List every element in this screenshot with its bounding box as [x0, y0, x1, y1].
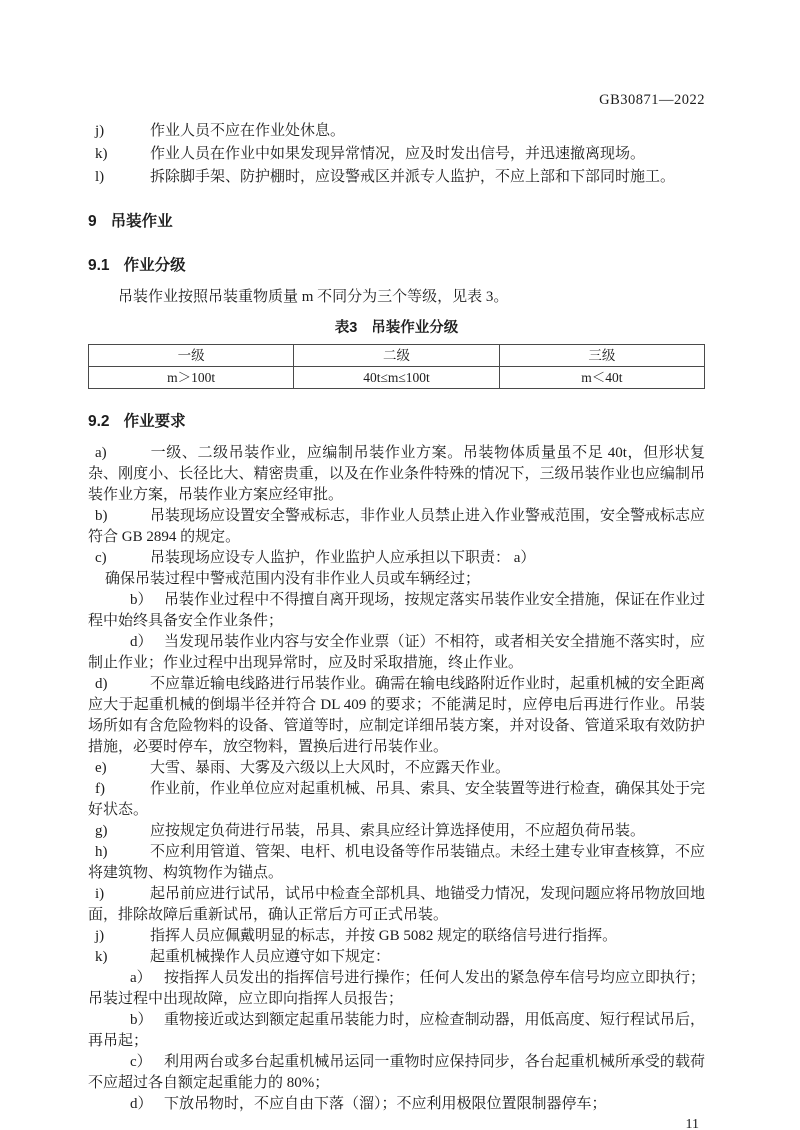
item-text: 起吊前应进行试吊，试吊中检查全部机具、地锚受力情况，发现问题应将吊物放回地面，排除故障后重新试吊，确认正常后方可正式吊装。 [88, 886, 706, 923]
list-item [88, 506, 705, 548]
item-label: b） [130, 1012, 153, 1028]
section-9-2-heading [88, 411, 705, 433]
item-label: e) [95, 760, 107, 776]
table-caption-label: 表3 [334, 320, 358, 336]
item-text: 指挥人员应佩戴明显的标志，并按 GB 5082 规定的联络信号进行指挥。 [150, 928, 618, 944]
item-label: k) [95, 949, 108, 965]
items-9-2-list [88, 443, 705, 1115]
item-label: a) [95, 445, 107, 461]
item-label: d） [130, 1096, 153, 1112]
table-cell: m＜40t [499, 367, 704, 389]
page-number: 11 [685, 1117, 699, 1130]
section-title: 吊装作业 [110, 213, 173, 230]
item-label: d） [130, 634, 153, 650]
item-text: 起重机械操作人员应遵守如下规定： [150, 949, 391, 965]
item-label: c) [95, 550, 107, 566]
item-text: 利用两台或多台起重机械吊运同一重物时应保持同步，各台起重机械所承受的载荷不应超过各自额定起重能力的 80%； [88, 1054, 705, 1091]
item-label: a） [130, 970, 152, 986]
item-text: 确保吊装过程中警戒范围内没有非作业人员或车辆经过； [105, 571, 481, 587]
table-3-caption [88, 318, 705, 338]
item-text: 拆除脚手架、防护棚时，应设警戒区并派专人监护，不应上部和下部同时施工。 [150, 169, 676, 185]
list-item [88, 548, 705, 569]
list-item [88, 166, 705, 189]
section-number: 9.2 [88, 413, 110, 430]
table-header-cell: 一级 [89, 345, 294, 367]
item-text: 吊装现场应设专人监护，作业监护人应承担以下职责： a） [150, 550, 536, 566]
list-item [88, 443, 705, 506]
sub-item [88, 632, 705, 674]
table-header-cell: 三级 [499, 345, 704, 367]
section-number: 9 [88, 213, 97, 230]
list-item [88, 779, 705, 821]
list-item [88, 947, 705, 968]
item-label: b) [95, 508, 108, 524]
sub-item [88, 590, 705, 632]
item-label: i) [95, 886, 105, 902]
list-item [88, 120, 705, 143]
item-text: 作业前，作业单位应对起重机械、吊具、索具、安全装置等进行检查，确保其处于完好状态。 [88, 781, 706, 818]
sub-item [88, 569, 705, 590]
item-text: 吊装作业过程中不得擅自离开现场，按规定落实吊装作业安全措施，保证在作业过程中始终具备安全作业条件； [88, 592, 705, 629]
item-text: 不应利用管道、管架、电杆、机电设备等作吊装锚点。未经土建专业审查核算，不应将建筑物、构筑物作为锚点。 [88, 844, 706, 881]
section-9-1-heading [88, 255, 705, 277]
table-row [89, 345, 705, 367]
item-text: 作业人员在作业中如果发现异常情况，应及时发出信号，并迅速撤离现场。 [150, 146, 646, 162]
sub-item [88, 1094, 705, 1115]
item-text: 应按规定负荷进行吊装，吊具、索具应经计算选择使用，不应超负荷吊装。 [150, 823, 646, 839]
item-label: c） [130, 1054, 152, 1070]
item-text: 按指挥人员发出的指挥信号进行操作；任何人发出的紧急停车信号均应立即执行；吊装过程中出现故障，应立即向指挥人员报告； [88, 970, 705, 1007]
doc-code: GB30871—2022 [599, 92, 705, 108]
section-title: 作业要求 [123, 413, 186, 430]
item-text: 当发现吊装作业内容与安全作业票（证）不相符，或者相关安全措施不落实时，应制止作业；作业过程中出现异常时，应及时采取措施，终止作业。 [88, 634, 705, 671]
table-3 [88, 344, 705, 389]
list-item [88, 884, 705, 926]
table-cell: 40t≤m≤100t [294, 367, 499, 389]
item-text: 下放吊物时，不应自由下落（溜）；不应利用极限位置限制器停车； [164, 1096, 607, 1112]
item-label: g) [95, 823, 108, 839]
item-label: f) [95, 781, 105, 797]
item-text: 吊装现场应设置安全警戒标志，非作业人员禁止进入作业警戒范围，安全警戒标志应符合 GB 2894 的规定。 [88, 508, 706, 545]
item-label: k) [95, 146, 108, 162]
list-item [88, 758, 705, 779]
table-cell: m＞100t [89, 367, 294, 389]
item-label: d) [95, 676, 108, 692]
list-item [88, 143, 705, 166]
sub-item [88, 1010, 705, 1052]
list-item [88, 821, 705, 842]
item-text: 不应靠近输电线路进行吊装作业。确需在输电线路附近作业时，起重机械的安全距离应大于起重机械的倒塌半径并符合 DL 409 的要求；不能满足时，应停电后再进行作业。吊装场所如有含危险物料的设备、管道等时，应制定详细吊装方案，并对设备、管道采取有效防护措施，必要时停车，放空物料，置换后进行吊装作业。 [88, 676, 706, 755]
item-text: 重物接近或达到额定起重吊装能力时，应检查制动器，用低高度、短行程试吊后，再吊起； [88, 1012, 705, 1049]
table-header-cell: 二级 [294, 345, 499, 367]
list-item [88, 842, 705, 884]
section-number: 9.1 [88, 257, 110, 274]
item-label: l) [95, 169, 105, 185]
item-text: 一级、二级吊装作业，应编制吊装作业方案。吊装物体质量虽不足 40t，但形状复杂、刚度小、长径比大、精密贵重，以及在作业条件特殊的情况下，三级吊装作业也应编制吊装作业方案，吊装作业方案应经审批。 [88, 445, 705, 503]
paragraph-9-1: 吊装作业按照吊装重物质量 m 不同分为三个等级，见表 3。 [118, 289, 509, 305]
page-header [88, 92, 705, 108]
item-label: b） [130, 592, 153, 608]
section-title: 作业分级 [123, 257, 186, 274]
section-9-heading [88, 211, 705, 233]
table-row [89, 367, 705, 389]
item-text: 作业人员不应在作业处休息。 [150, 123, 346, 139]
list-item [88, 674, 705, 758]
sub-item [88, 968, 705, 1010]
table-caption-title: 吊装作业分级 [371, 320, 459, 336]
item-label: h) [95, 844, 108, 860]
intro-list [88, 120, 705, 189]
list-item [88, 926, 705, 947]
item-text: 大雪、暴雨、大雾及六级以上大风时，不应露天作业。 [150, 760, 511, 776]
sub-item [88, 1052, 705, 1094]
item-label: j) [95, 123, 105, 139]
item-label: j) [95, 928, 105, 944]
